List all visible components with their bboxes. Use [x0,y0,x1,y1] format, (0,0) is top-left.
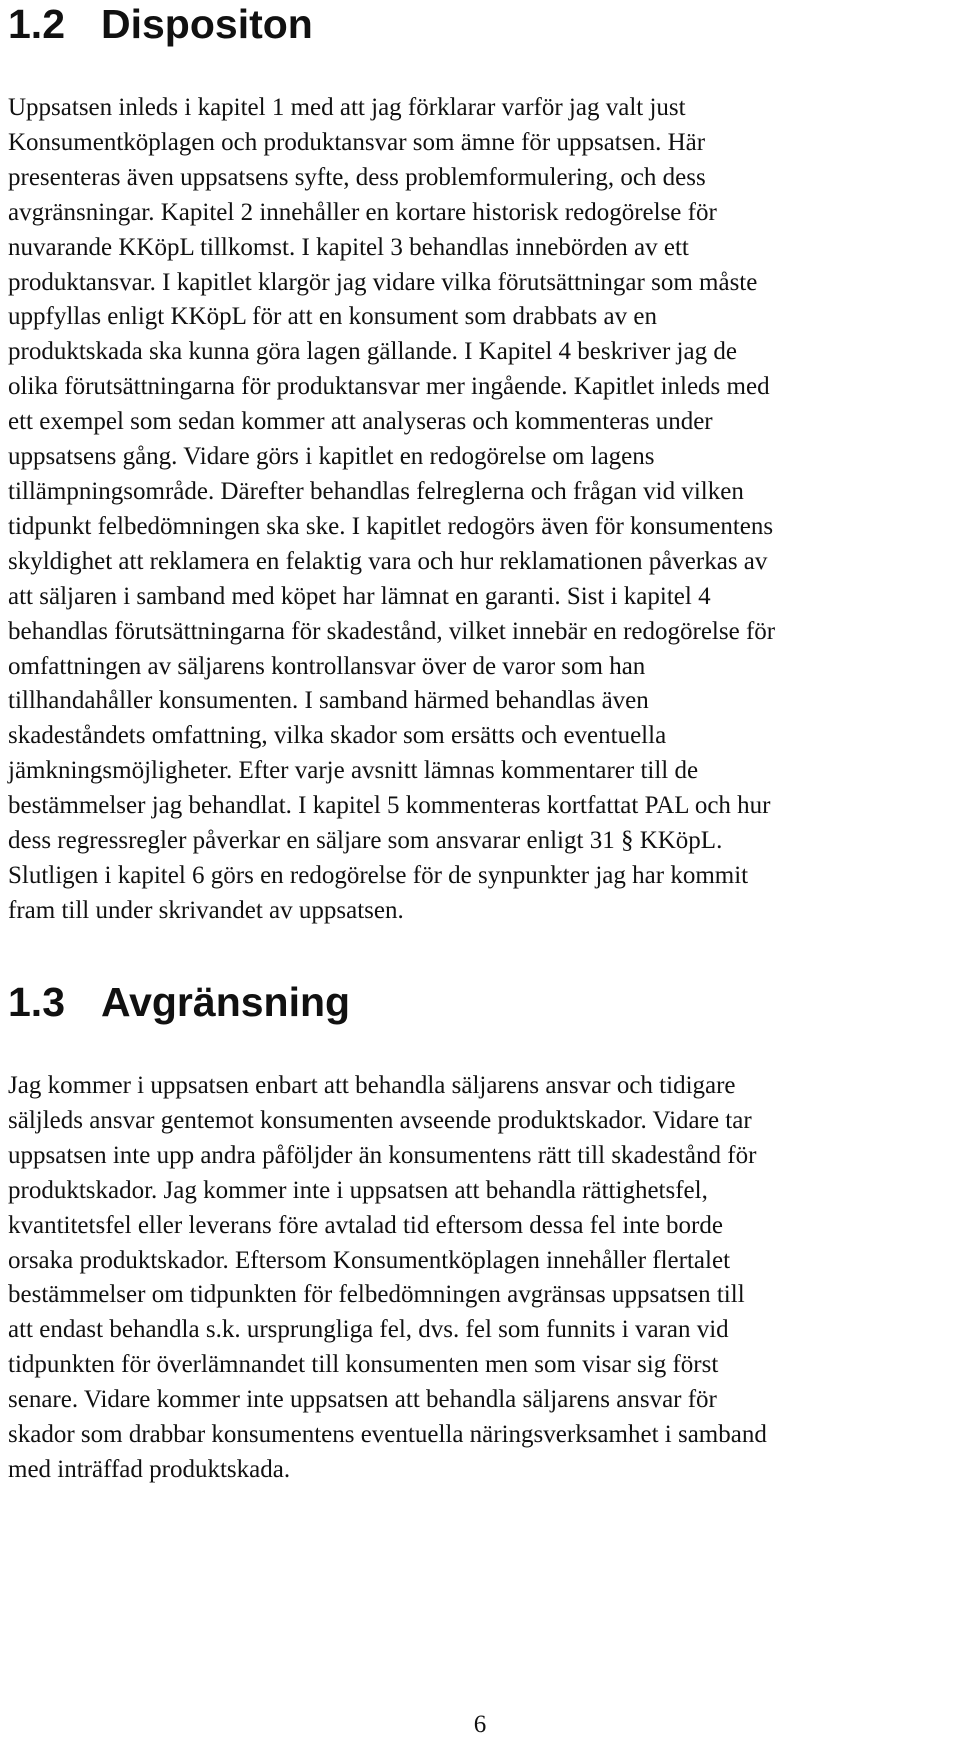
section-heading-avgransning [8,978,350,1026]
text-line: Jag kommer i uppsatsen enbart att behandla säljarens ansvar och tidigare [8,1072,736,1099]
text-line: skadeståndets omfattning, vilka skador som ersätts och eventuella [8,722,667,750]
text-line: Slutligen i kapitel 6 görs en redogörelse för de synpunkter jag har kommit [8,861,749,889]
text-line: att endast behandla s.k. ursprungliga fel, dvs. fel som funnits i varan vid [8,1316,729,1344]
text-line: nuvarande KKöpL tillkomst. I kapitel 3 behandlas innebörden av ett [8,233,689,261]
section-heading-disposition [8,0,313,48]
text-line: bestämmelser jag behandlat. I kapitel 5 kommenteras kortfattat PAL och hur [8,792,771,820]
text-line: skador som drabbar konsumentens eventuella näringsverksamhet i samband [8,1421,767,1449]
disposition-paragraph [8,91,775,929]
text-line: orsaka produktskador. Eftersom Konsumentköplagen innehåller flertalet [8,1246,731,1274]
text-line: uppsatsens gång. Vidare görs i kapitlet en redogörelse om lagens [8,443,655,471]
text-line: produktansvar. I kapitlet klargör jag vidare vilka förutsättningar som måste [8,268,758,296]
section-title: Dispositon [101,1,313,47]
text-line: produktskada ska kunna göra lagen gällande. I Kapitel 4 beskriver jag de [8,338,737,366]
section-title: Avgränsning [101,979,351,1025]
text-line: Uppsatsen inleds i kapitel 1 med att jag förklarar varför jag valt just [8,94,686,121]
text-line: behandlas förutsättningarna för skadestånd, vilket innebär en redogörelse för [8,617,776,645]
text-line: tillämpningsområde. Därefter behandlas felreglerna och frågan vid vilken [8,477,744,505]
text-line: dess regressregler påverkar en säljare som ansvarar enligt 31 § KKöpL. [8,827,723,855]
text-line: Konsumentköplagen och produktansvar som ämne för uppsatsen. Här [8,128,706,156]
text-line: tidpunkt felbedömningen ska ske. I kapitlet redogörs även för konsumentens [8,512,774,540]
text-line: att säljaren i samband med köpet har lämnat en garanti. Sist i kapitel 4 [8,582,711,610]
text-line: jämkningsmöjligheter. Efter varje avsnitt lämnas kommentarer till de [8,757,699,785]
section-number: 1.2 [8,1,65,47]
text-line: ett exempel som sedan kommer att analyseras och kommenteras under [8,408,713,436]
text-line: omfattningen av säljarens kontrollansvar över de varor som han [8,652,646,680]
text-line: uppsatsen inte upp andra påföljder än konsumentens rätt till skadestånd för [8,1141,757,1169]
avgransning-paragraph [8,1069,767,1488]
text-line: skyldighet att reklamera en felaktig vara och hur reklamationen påverkas av [8,547,768,575]
text-line: uppfyllas enligt KKöpL för att en konsument som drabbats av en [8,303,657,331]
page-number: 6 [473,1711,487,1738]
text-line: fram till under skrivandet av uppsatsen. [8,896,404,924]
text-line: med inträffad produktskada. [8,1455,291,1483]
text-line: bestämmelser om tidpunkten för felbedömningen avgränsas uppsatsen till [8,1281,745,1309]
text-line: tidpunkten för överlämnandet till konsumenten men som visar sig först [8,1351,719,1379]
text-line: olika förutsättningarna för produktansvar mer ingående. Kapitlet inleds med [8,373,770,401]
text-line: kvantitetsfel eller leverans före avtalad tid eftersom dessa fel inte borde [8,1211,723,1239]
text-line: avgränsningar. Kapitel 2 innehåller en kortare historisk redogörelse för [8,198,717,226]
text-line: presenteras även uppsatsens syfte, dess problemformulering, och dess [8,163,706,191]
text-line: säljleds ansvar gentemot konsumenten avseende produktskador. Vidare tar [8,1106,752,1134]
text-line: senare. Vidare kommer inte uppsatsen att behandla säljarens ansvar för [8,1386,717,1414]
text-line: produktskador. Jag kommer inte i uppsatsen att behandla rättighetsfel, [8,1176,708,1204]
text-line: tillhandahåller konsumenten. I samband härmed behandlas även [8,687,649,715]
section-number: 1.3 [8,979,65,1025]
